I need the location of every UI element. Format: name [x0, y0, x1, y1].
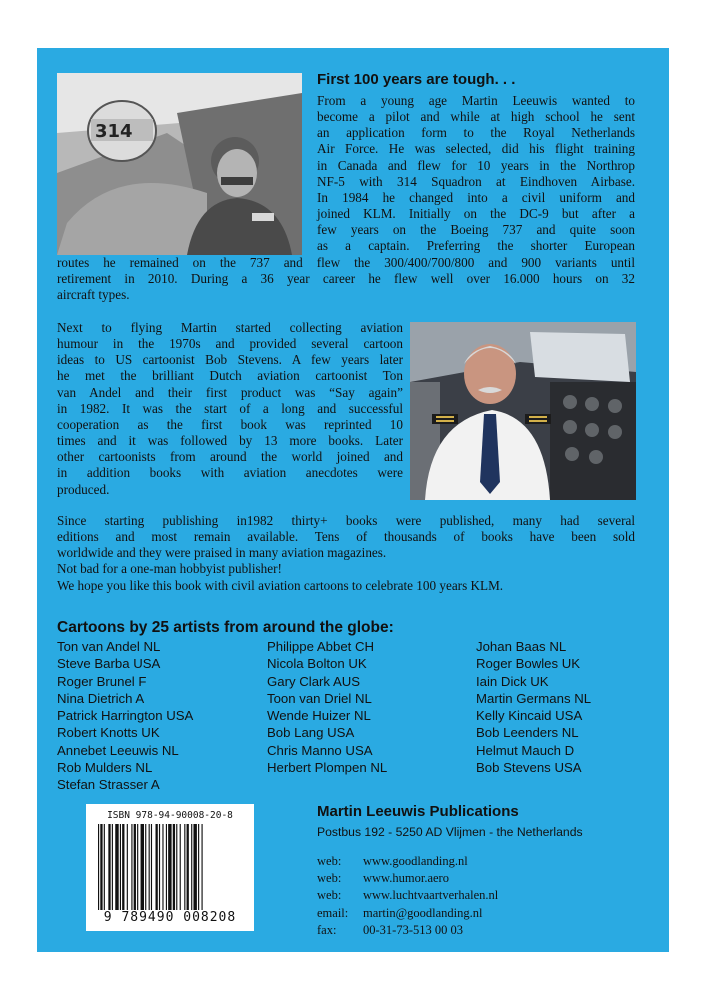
text-line: joined KLM. Initially on the DC-9 but after a	[317, 206, 635, 222]
barcode-bar	[98, 824, 99, 910]
text-line: he met the brilliant Dutch aviation cartoonist Ton	[57, 368, 403, 384]
artist-name: Nicola Bolton UK	[267, 656, 367, 672]
text-line: Next to flying Martin started collecting aviation	[57, 320, 403, 335]
artist-name: Bob Leenders NL	[476, 725, 579, 741]
artist-name: Chris Manno USA	[267, 742, 373, 758]
artists-column-2	[267, 638, 387, 776]
contact-list	[317, 853, 498, 939]
contact-label: email:	[317, 905, 349, 920]
text-line: few years on the Boeing 737 and quite soon	[317, 222, 635, 238]
contact-row	[317, 905, 498, 922]
barcode-bar	[193, 824, 196, 910]
text-line: ideas to US cartoonist Bob Stevens. A few years later	[57, 352, 403, 368]
text-line: become a pilot and while at high school he sent	[317, 109, 635, 125]
artist-name: Philippe Abbet CH	[267, 639, 375, 654]
barcode-bar	[108, 824, 110, 910]
bio-paragraph-top	[317, 93, 635, 255]
captain-photo	[410, 322, 636, 500]
artist-name: Annebet Leeuwis NL	[57, 742, 179, 758]
artist-name: Kelly Kincaid USA	[476, 708, 583, 724]
contact-value[interactable]: martin@goodlanding.nl	[363, 905, 483, 920]
bio-paragraph-wide	[57, 255, 635, 303]
isbn-label: ISBN 978-94-90008-20-8	[107, 810, 233, 821]
barcode-bar	[198, 824, 199, 910]
barcode-bar	[180, 824, 181, 910]
artist-name: Roger Brunel F	[57, 673, 147, 689]
artist-name: Steve Barba USA	[57, 656, 161, 672]
bio-paragraph-middle	[57, 320, 403, 498]
artists-heading: Cartoons by 25 artists from around the globe:	[57, 619, 394, 636]
artist-name: Roger Bowles UK	[476, 656, 581, 672]
artist-name: Martin Germans NL	[476, 690, 592, 706]
artist-name: Gary Clark AUS	[267, 673, 361, 689]
contact-value[interactable]: www.luchtvaartverhalen.nl	[363, 888, 499, 903]
artists-column-1	[57, 638, 193, 794]
barcode-bar	[104, 824, 105, 910]
text-line: van Andel and their first product was “Say again”	[57, 384, 403, 400]
text-line: in Canada and flew for 10 years in the Northrop	[317, 157, 635, 173]
text-line: Since starting publishing in1982 thirty+ books were published, many had several	[57, 513, 635, 528]
text-line: times and it was followed by 13 more books. Later	[57, 433, 403, 449]
contact-row	[317, 887, 498, 904]
text-line: We hope you like this book with civil aviation cartoons to celebrate 100 years KLM.	[57, 577, 504, 593]
barcode-bar	[112, 824, 113, 910]
barcode-bar	[191, 824, 192, 910]
artist-name: Robert Knotts UK	[57, 725, 160, 741]
text-line: Not bad for a one-man hobbyist publisher!	[57, 561, 282, 577]
barcode-bar	[134, 824, 136, 910]
barcode-bar	[173, 824, 175, 910]
text-line: In 1984 he changed into a civil uniform and	[317, 189, 635, 205]
bio-heading: First 100 years are tough. . .	[317, 71, 516, 88]
text-line: NF-5 with 314 Squadron at Eindhoven Airbase.	[317, 173, 635, 189]
text-line: produced.	[57, 481, 110, 497]
barcode-digits: 9 789490 008208	[103, 910, 237, 925]
barcode-bar	[162, 824, 163, 910]
barcode-bars	[98, 824, 248, 910]
publisher-name: Martin Leeuwis Publications	[317, 803, 519, 820]
publisher-address: Postbus 192 - 5250 AD Vlijmen - the Netherlands	[317, 825, 583, 839]
artist-name: Wende Huizer NL	[267, 708, 371, 724]
text-line: cooperation as the first book was reprinted 10	[57, 416, 403, 432]
text-line: routes he remained on the 737 and flew the 300/400/700/800 and 900 variants until	[57, 255, 635, 270]
barcode-bar	[176, 824, 177, 910]
barcode-bar	[202, 824, 203, 910]
text-line: in 1982. It was the start of a long and successful	[57, 400, 403, 416]
bio-paragraph-bottom	[57, 513, 635, 594]
artist-name: Iain Dick UK	[476, 673, 549, 689]
text-line: in addition books with aviation anecdotes were	[57, 465, 403, 481]
artist-name: Bob Stevens USA	[476, 760, 582, 776]
svg-text:314: 314	[95, 121, 133, 142]
artist-name: Bob Lang USA	[267, 725, 355, 741]
barcode-bar	[122, 824, 124, 910]
contact-row	[317, 853, 498, 870]
text-line: other cartoonists from around the world joined and	[57, 449, 403, 465]
artist-name: Herbert Plompen NL	[267, 760, 388, 776]
barcode-bar	[187, 824, 189, 910]
barcode-bar	[115, 824, 118, 910]
barcode-bar	[168, 824, 171, 910]
artist-name: Stefan Strasser A	[57, 777, 160, 793]
contact-label: web:	[317, 854, 342, 868]
artist-name: Patrick Harrington USA	[57, 708, 194, 724]
artist-name: Toon van Driel NL	[267, 690, 372, 706]
barcode-bar	[120, 824, 121, 910]
artist-name: Helmut Mauch D	[476, 742, 575, 758]
barcode-bar	[141, 824, 144, 910]
text-line: aircraft types.	[57, 287, 130, 303]
barcode-bar	[145, 824, 146, 910]
artist-name: Ton van Andel NL	[57, 639, 161, 654]
contact-label: web:	[317, 871, 342, 886]
artist-name: Johan Baas NL	[476, 639, 567, 654]
barcode-bar	[149, 824, 150, 910]
artists-column-3	[476, 638, 591, 776]
text-line: humour in the 1970s and provided several cartoon	[57, 336, 403, 352]
text-line: as a captain. Preferring the shorter European	[317, 238, 635, 254]
contact-row	[317, 870, 498, 887]
contact-label: web:	[317, 888, 342, 903]
text-line: an application form to the Royal Netherlands	[317, 125, 635, 141]
pilot-cockpit-photo	[57, 73, 302, 255]
contact-value[interactable]: 00-31-73-513 00 03	[363, 922, 463, 937]
barcode-bar	[151, 824, 152, 910]
barcode-bar	[100, 824, 102, 910]
contact-value[interactable]: www.humor.aero	[363, 871, 449, 886]
text-line: retirement in 2010. During a 36 year career he flew well over 16.000 hours on 32	[57, 271, 635, 287]
barcode-bar	[159, 824, 160, 910]
artist-name: Nina Dietrich A	[57, 690, 145, 706]
barcode-bar	[166, 824, 167, 910]
barcode-bar	[184, 824, 185, 910]
artist-name: Rob Mulders NL	[57, 760, 153, 776]
text-line: worldwide and they were praised in many aviation magazines.	[57, 545, 387, 561]
text-line: editions and most remain available. Tens of thousands of books have been sold	[57, 529, 635, 545]
barcode-bar	[127, 824, 128, 910]
contact-value[interactable]: www.goodlanding.nl	[363, 854, 468, 868]
text-line: From a young age Martin Leeuwis wanted to	[317, 93, 635, 108]
text-line: Air Force. He was selected, did his flight training	[317, 141, 635, 157]
isbn-barcode	[86, 804, 254, 931]
contact-row	[317, 922, 498, 939]
barcode-bar	[156, 824, 158, 910]
barcode-bar	[131, 824, 132, 910]
barcode-bar	[137, 824, 138, 910]
contact-label: fax:	[317, 922, 337, 937]
